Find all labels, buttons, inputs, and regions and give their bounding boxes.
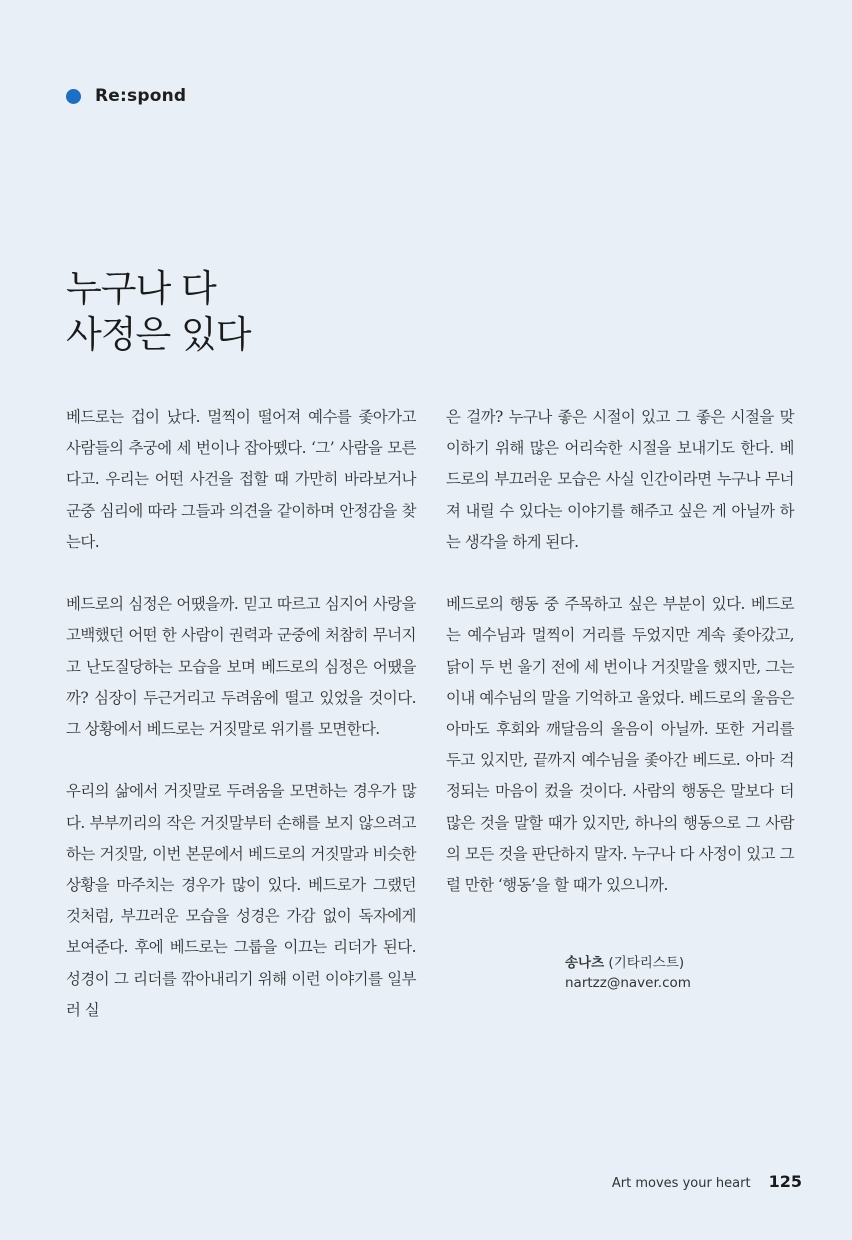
author-name: 송나츠 bbox=[565, 955, 605, 971]
page-footer bbox=[612, 1172, 802, 1191]
author-line bbox=[565, 953, 691, 973]
right-column bbox=[446, 402, 794, 901]
author-email: nartzz@naver.com bbox=[565, 975, 691, 991]
article-title bbox=[66, 266, 250, 358]
paragraph: 베드로는 겁이 났다. 멀찍이 떨어져 예수를 좇아가고 사람들의 추궁에 세 번이나 잡아뗐다. ‘그’ 사람을 모른다고. 우리는 어떤 사건을 접할 때 가만히 바라보거나 군중 심리에 따라 그들과 의견을 같이하며 안정감을 찾는다. bbox=[66, 408, 416, 551]
paragraph: 우리의 삶에서 거짓말로 두려움을 모면하는 경우가 많다. 부부끼리의 작은 거짓말부터 손해를 보지 않으려고 하는 거짓말, 이번 본문에서 베드로의 거짓말과 비슷한 상황을 마주치는 경우가 많이 있다. 베드로가 그랬던 것처럼, 부끄러운 모습을 성경은 가감 없이 독자에게 보여준다. 후에 베드로는 그룹을 이끄는 리더가 된다. 성경이 그 리더를 깎아내리기 위해 이런 이야기를 일부러 실 bbox=[66, 782, 416, 1019]
author-role: (기타리스트) bbox=[608, 955, 685, 971]
section-label: Re:spond bbox=[95, 86, 187, 106]
section-tag bbox=[66, 86, 186, 106]
page-number: 125 bbox=[768, 1172, 802, 1191]
article-title-line1: 누구나 다 bbox=[66, 267, 216, 310]
left-column bbox=[66, 402, 416, 1026]
article-title-line2: 사정은 있다 bbox=[66, 313, 251, 356]
paragraph: 베드로의 행동 중 주목하고 싶은 부분이 있다. 베드로는 예수님과 멀찍이 거리를 두었지만 계속 좇아갔고, 닭이 두 번 울기 전에 세 번이나 거짓말을 했지만, 그는 이내 예수님의 말을 기억하고 울었다. 베드로의 울음은 아마도 후회와 깨달음의 울음이 아닐까. 또한 거리를 두고 있지만, 끝까지 예수님을 좇아간 베드로. 아마 걱정되는 마음이 컸을 것이다. 사람의 행동은 말보다 더 많은 것을 말할 때가 있지만, 하나의 행동으로 그 사람의 모든 것을 판단하지 말자. 누구나 다 사정이 있고 그럴 만한 ‘행동’을 할 때가 있으니까. bbox=[446, 595, 794, 895]
section-dot-icon bbox=[66, 89, 81, 104]
paragraph: 은 걸까? 누구나 좋은 시절이 있고 그 좋은 시절을 맞이하기 위해 많은 어리숙한 시절을 보내기도 한다. 베드로의 부끄러운 모습은 사실 인간이라면 누구나 무너져 내릴 수 있다는 이야기를 해주고 싶은 게 아닐까 하는 생각을 하게 된다. bbox=[446, 408, 794, 551]
paragraph: 베드로의 심정은 어땠을까. 믿고 따르고 심지어 사랑을 고백했던 어떤 한 사람이 권력과 군중에 처참히 무너지고 난도질당하는 모습을 보며 베드로의 심정은 어땠을까? 심장이 두근거리고 두려움에 떨고 있었을 것이다. 그 상황에서 베드로는 거짓말로 위기를 모면한다. bbox=[66, 595, 416, 739]
footer-tagline: Art moves your heart bbox=[611, 1176, 751, 1191]
author-block bbox=[565, 953, 691, 993]
